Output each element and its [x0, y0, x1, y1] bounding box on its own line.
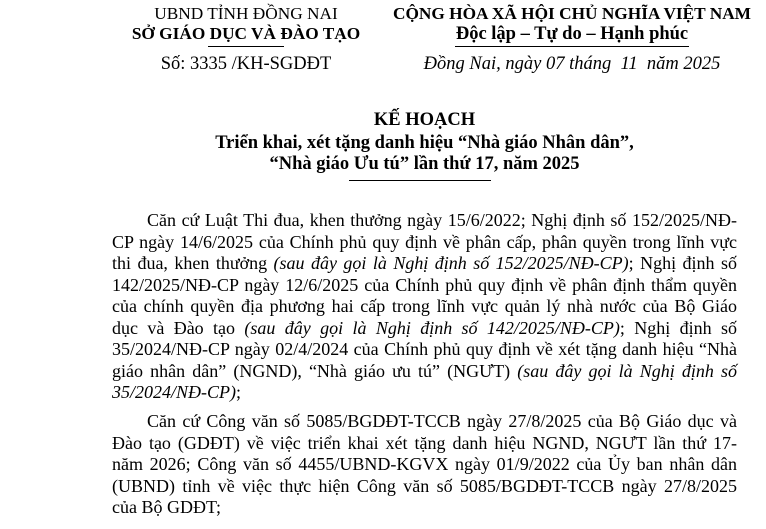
paragraph-line: [112, 497, 737, 519]
line-text: Căn cứ Công văn số 5085/BGDĐT-TCCB ngày 27/8/2025 của Bộ Giáo dục và: [147, 411, 737, 431]
paragraph-legal-basis-1: [112, 210, 737, 404]
line-text: 142/2025/NĐ-CP ngày 12/6/2025 của Chính phủ quy định về phân định thẩm quyền: [112, 274, 737, 295]
paragraph-line: [112, 382, 737, 404]
line-text: CP ngày 14/6/2025 của Chính phủ quy định về phân cấp, phân quyền trong lĩnh vực: [112, 231, 737, 252]
national-motto: Độc lập – Tự do – Hạnh phúc: [455, 24, 689, 44]
citation-italic: (sau đây gọi là Nghị định số 142/2025/NĐ-CP): [244, 317, 620, 338]
paragraph-line: [112, 476, 737, 498]
paragraph-line: [112, 210, 737, 232]
paragraph-line: [112, 433, 737, 455]
line-text: Căn cứ Luật Thi đua, khen thưởng ngày 15/6/2022; Nghị định số 152/2025/NĐ-: [147, 210, 737, 230]
document-body: [112, 210, 737, 519]
citation-italic: (sau đây gọi là Nghị định số 152/2025/NĐ-CP): [273, 253, 629, 273]
line-text: giáo nhân dân” (NGND), “Nhà giáo ưu tú” (NGƯT): [112, 360, 511, 381]
place-and-date: Đồng Nai, ngày 07 tháng 11 năm 2025: [423, 54, 721, 74]
document-number: Số: 3335 /KH-SGDĐT: [160, 54, 332, 74]
document-type-title: KẾ HOẠCH: [373, 110, 476, 130]
line-text: thi đua, khen thưởng: [112, 253, 268, 273]
paragraph-line: [112, 232, 737, 254]
line-text: năm 2026; Công văn số 4455/UBND-KGVX ngày 01/9/2022 của Ủy ban nhân dân: [112, 454, 737, 474]
line-text: ;: [236, 382, 242, 402]
paragraph-line: [112, 339, 737, 361]
line-text: của chính quyền địa phương hai cấp trong lĩnh vực quản lý nhà nước của Bộ Giáo: [112, 296, 737, 316]
document-subtitle-line-2: “Nhà giáo Ưu tú” lần thứ 17, năm 2025: [269, 154, 580, 174]
paragraph-line: [112, 454, 737, 476]
line-text: ; Nghị định số: [628, 253, 737, 273]
national-title: CỘNG HÒA XÃ HỘI CHỦ NGHĨA VIỆT NAM: [393, 4, 751, 23]
line-text: của Bộ GDĐT;: [112, 497, 221, 517]
title-underline: [349, 180, 491, 181]
paragraph-line: [112, 361, 737, 383]
department-underline: [208, 46, 284, 47]
paragraph-legal-basis-2: [112, 411, 737, 519]
line-text: dục và Đào tạo: [112, 317, 236, 338]
line-text: (UBND) tỉnh về việc thực hiện Công văn số 5085/BGDĐT-TCCB ngày 27/8/2025: [112, 475, 737, 496]
issuing-agency: UBND TỈNH ĐỒNG NAI: [154, 4, 338, 23]
paragraph-line: [112, 275, 737, 297]
line-text: Đào tạo (GDĐT) về việc triển khai xét tặng danh hiệu NGND, NGƯT lần thứ 17-: [112, 432, 737, 453]
paragraph-line: [112, 411, 737, 433]
issuing-department: SỞ GIÁO DỤC VÀ ĐÀO TẠO: [131, 24, 361, 43]
motto-underline: [455, 46, 689, 47]
line-text: ; Nghị định số: [619, 317, 738, 338]
document-subtitle-line-1: Triển khai, xét tặng danh hiệu “Nhà giáo Nhân dân”,: [215, 133, 634, 153]
citation-italic: 35/2024/NĐ-CP): [112, 382, 236, 402]
line-text: 35/2024/NĐ-CP ngày 02/4/2024 của Chính phủ quy định về xét tặng danh hiệu “Nhà: [112, 339, 737, 359]
paragraph-line: [112, 318, 737, 340]
citation-italic: (sau đây gọi là Nghị định số: [517, 360, 737, 381]
paragraph-line: [112, 296, 737, 318]
paragraph-line: [112, 253, 737, 275]
